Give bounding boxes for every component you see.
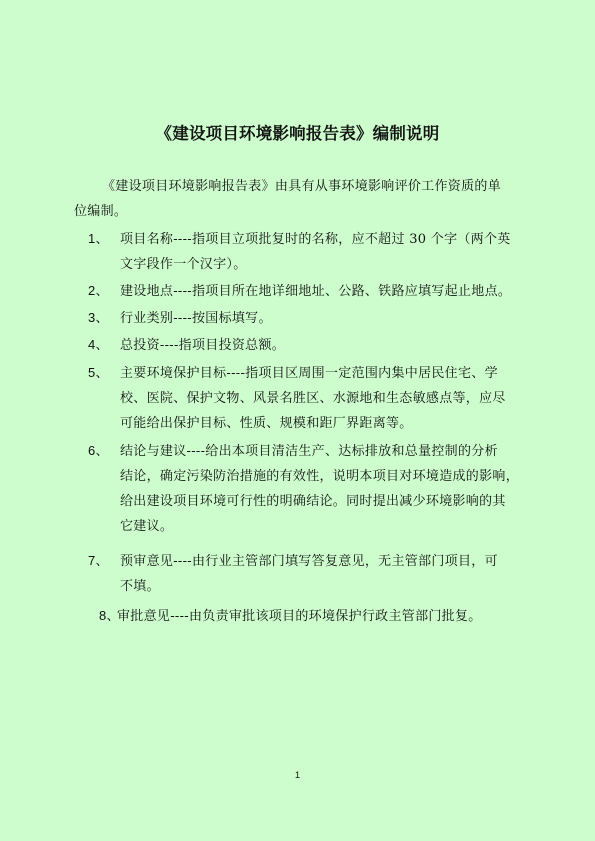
list-item-8 (99, 603, 549, 629)
list-item-line: 校、医院、保护文物、风景名胜区、水源地和生态敏感点等，应尽 (120, 391, 506, 406)
list-item-number: 2、 (88, 283, 109, 298)
list-item-line: 审批意见----由负责审批该项目的环境保护行政主管部门批复。 (117, 609, 482, 624)
list-item-line: 结论与建议----给出本项目清洁生产、达标排放和总量控制的分析 (120, 444, 498, 459)
list-item-line: 预审意见----由行业主管部门填写答复意见，无主管部门项目，可 (120, 554, 498, 569)
list-item-line: 建设地点----指项目所在地详细地址、公路、铁路应填写起止地点。 (120, 284, 512, 299)
list-item-5 (88, 360, 538, 436)
list-item-number: 5、 (88, 365, 109, 380)
list-item-number: 1、 (88, 231, 109, 246)
list-item-number: 6、 (88, 443, 109, 458)
intro-paragraph (74, 174, 532, 224)
list-item-number: 3、 (88, 310, 109, 325)
list-item-line: 不填。 (120, 579, 160, 594)
list-item-number: 4、 (88, 337, 109, 352)
list-item-number: 8、 (99, 608, 120, 623)
list-item-line: 文字段作一个汉字）。 (120, 257, 247, 272)
list-item-3 (88, 305, 538, 331)
list-item-6 (88, 438, 538, 539)
list-item-line: 项目名称----指项目立项批复时的名称，应不超过 30 个字（两个英 (120, 232, 511, 247)
list-item-line: 给出建设项目环境可行性的明确结论。同时提出减少环境影响的其 (120, 494, 506, 509)
list-item-1 (88, 226, 538, 277)
list-item-7 (88, 548, 538, 599)
list-item-4 (88, 332, 538, 358)
list-item-line: 可能给出保护目标、性质、规模和距厂界距离等。 (120, 416, 413, 431)
intro-line-1: 《建设项目环境影响报告表》由具有从事环境影响评价工作资质的单 (102, 179, 502, 194)
list-item-line: 结论，确定污染防治措施的有效性，说明本项目对环境造成的影响， (120, 469, 520, 484)
list-item-number: 7、 (88, 553, 109, 568)
page-title: 《建设项目环境影响报告表》编制说明 (155, 124, 440, 143)
page-number: 1 (294, 770, 300, 780)
list-item-line: 行业类别----按国标填写。 (120, 311, 272, 326)
list-item-line: 它建议。 (120, 519, 174, 534)
intro-line-2: 位编制。 (74, 204, 128, 219)
list-item-line: 主要环境保护目标----指项目区周围一定范围内集中居民住宅、学 (120, 366, 498, 381)
list-item-line: 总投资----指项目投资总额。 (120, 338, 286, 353)
list-item-2 (88, 278, 538, 304)
